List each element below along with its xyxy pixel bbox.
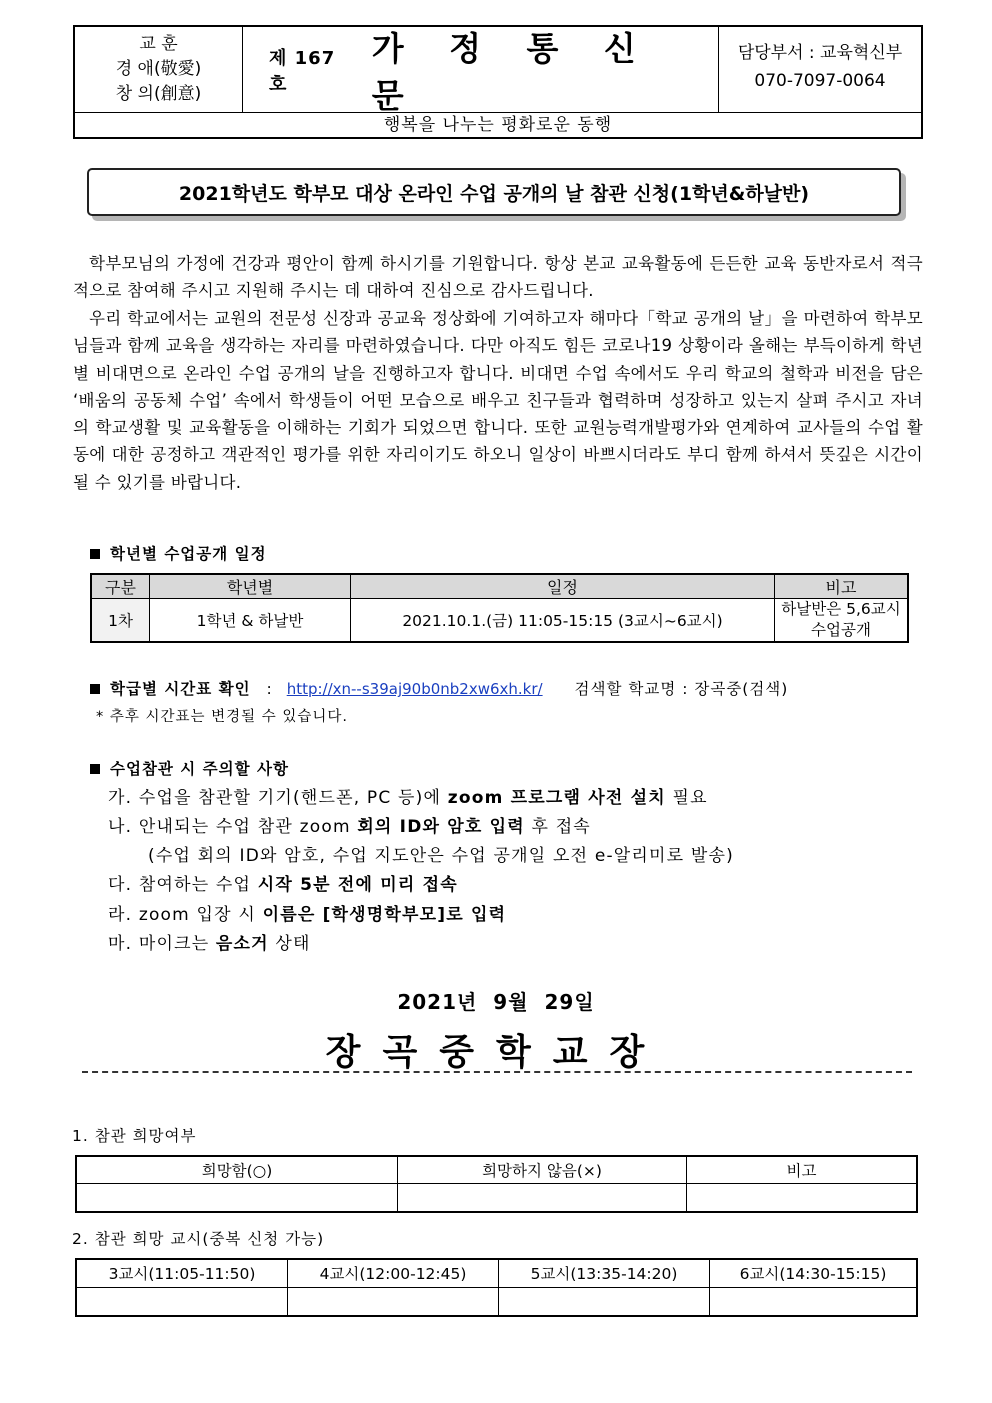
caution-item: 라. zoom 입장 시 이름은 [학생명학부모]로 입력: [108, 905, 507, 925]
caution-item: 가. 수업을 참관할 기기(핸드폰, PC 등)에 zoom 프로그램 사전 설치 필요: [108, 788, 708, 808]
table-header-row: [91, 574, 908, 599]
body-paragraph: 우리 학교에서는 교원의 전문성 신장과 공교육 정상화에 기여하고자 해마다「학교 공개의 날」을 마련하여 학부모님들과 함께 교육을 생각하는 자리를 마련하였습니다. 다만 아직도 힘든 코로나19 상황이라 올해는 부득이하게 학년별 비대면으로 온라인 수업 공개의 날을 진행하고자 합니다. 비대면 수업 속에서도 우리 학교의 철학과 비전을 담은 ‘배움의 공동체 수업’ 속에서 학생들이 어떤 모습으로 배우고 친구들과 협력하며 성장하고 있는지 살펴 주시고 자녀의 학교생활 및 교육활동을 이해하는 기회가 되었으면 합니다. 또한 교원능력개발평가와 연계하여 교사들의 수업 활동에 대한 공정하고 객관적인 평가를 위한 자리이기도 하오니 일상이 바쁘시더라도 부디 함께 하셔서 뜻깊은 시간이 될 수 있기를 바랍니다.: [73, 309, 923, 492]
answer-cell[interactable]: [710, 1287, 918, 1316]
greeting-paragraph: 학부모님의 가정에 건강과 평안이 함께 하시기를 기원합니다. 항상 본교 교육활동에 든든한 교육 동반자로서 적극적으로 참여해 주시고 지원해 주시는 데 대하여 진심으로 감사드립니다.: [73, 254, 923, 301]
date-cell: 2021.10.1.(금) 11:05-15:15 (3교시~6교시): [351, 599, 775, 643]
table-row: [76, 1287, 917, 1316]
timetable-heading: 학급별 시간표 확인: [110, 680, 251, 698]
principal-signature: 장곡중학교장: [325, 1032, 667, 1073]
column-header: 희망하지 않음(×): [398, 1156, 687, 1183]
column-header: 비고: [687, 1156, 918, 1183]
header-top-row: [75, 27, 921, 113]
caution-subnote: (수업 회의 ID와 암호, 수업 지도안은 수업 공개일 오전 e-알리미로 발송): [148, 846, 734, 866]
square-bullet-icon: [90, 764, 100, 774]
square-bullet-icon: [90, 549, 100, 559]
table-header-row: [76, 1259, 917, 1287]
table-row: [91, 599, 908, 643]
cautions-heading: 수업참관 시 주의할 사항: [90, 757, 289, 779]
issue-cell: [243, 27, 719, 115]
search-instruction: 검색할 학교명 : 장곡중(검색): [574, 680, 789, 698]
column-header: 구분: [91, 574, 150, 599]
timetable-note: * 추후 시간표는 변경될 수 있습니다.: [96, 709, 349, 725]
schedule-table: [90, 573, 909, 643]
newsletter-title: 가 정 통 신 문: [371, 28, 653, 115]
period-table: [75, 1258, 918, 1317]
answer-cell[interactable]: [76, 1287, 288, 1316]
issue-date: 2021년 9월 29일: [397, 990, 595, 1014]
column-header: 5교시(13:35-14:20): [499, 1259, 710, 1287]
column-header: 3교시(11:05-11:50): [76, 1259, 288, 1287]
column-header: 일정: [351, 574, 775, 599]
newsletter-header: [73, 25, 923, 139]
issue-number: 제 167 호: [269, 47, 336, 95]
table-row: [76, 1183, 917, 1212]
school-slogan: 행복을 나누는 평화로운 동행: [383, 115, 613, 135]
timetable-line: [90, 677, 788, 699]
notice-title-banner: 2021학년도 학부모 대상 온라인 수업 공개의 날 참관 신청(1학년&하날반): [87, 168, 901, 216]
motto-line: 교 훈: [139, 34, 178, 54]
answer-cell[interactable]: [288, 1287, 499, 1316]
motto-line: 경 애(敬愛): [115, 59, 202, 79]
answer-cell[interactable]: [398, 1183, 687, 1212]
cut-line: [82, 1071, 912, 1073]
department-cell: [719, 27, 921, 112]
square-bullet-icon: [90, 684, 100, 694]
colon: :: [266, 680, 273, 698]
grade-cell: 1학년 & 하날반: [150, 599, 351, 643]
table-header-row: [76, 1156, 917, 1183]
column-header: 희망함(○): [76, 1156, 398, 1183]
department: 담당부서 : 교육혁신부: [737, 43, 903, 63]
motto-line: 창 의(創意): [115, 84, 202, 104]
caution-item: 마. 마이크는 음소거 상태: [108, 934, 311, 954]
column-header: 학년별: [150, 574, 351, 599]
caution-item: 다. 참여하는 수업 시작 5분 전에 미리 접속: [108, 875, 458, 895]
question-2: 2. 참관 희망 교시(중복 신청 가능): [72, 1230, 325, 1248]
answer-cell[interactable]: [687, 1183, 918, 1212]
timetable-link[interactable]: http://xn--s39aj90b0nb2xw6xh.kr/: [286, 680, 543, 698]
attendance-table: [75, 1155, 918, 1213]
column-header: 4교시(12:00-12:45): [288, 1259, 499, 1287]
school-motto: [75, 27, 243, 112]
column-header: 6교시(14:30-15:15): [710, 1259, 918, 1287]
column-header: 비고: [775, 574, 909, 599]
note-cell: 하날반은 5,6교시 수업공개: [775, 599, 909, 643]
phone-number: 070-7097-0064: [754, 71, 886, 91]
round-cell: 1차: [91, 599, 150, 643]
schedule-heading: 학년별 수업공개 일정: [90, 542, 267, 564]
caution-item: 나. 안내되는 수업 참관 zoom 회의 ID와 암호 입력 후 접속: [108, 817, 591, 837]
question-1: 1. 참관 희망여부: [72, 1127, 197, 1145]
answer-cell[interactable]: [499, 1287, 710, 1316]
answer-cell[interactable]: [76, 1183, 398, 1212]
